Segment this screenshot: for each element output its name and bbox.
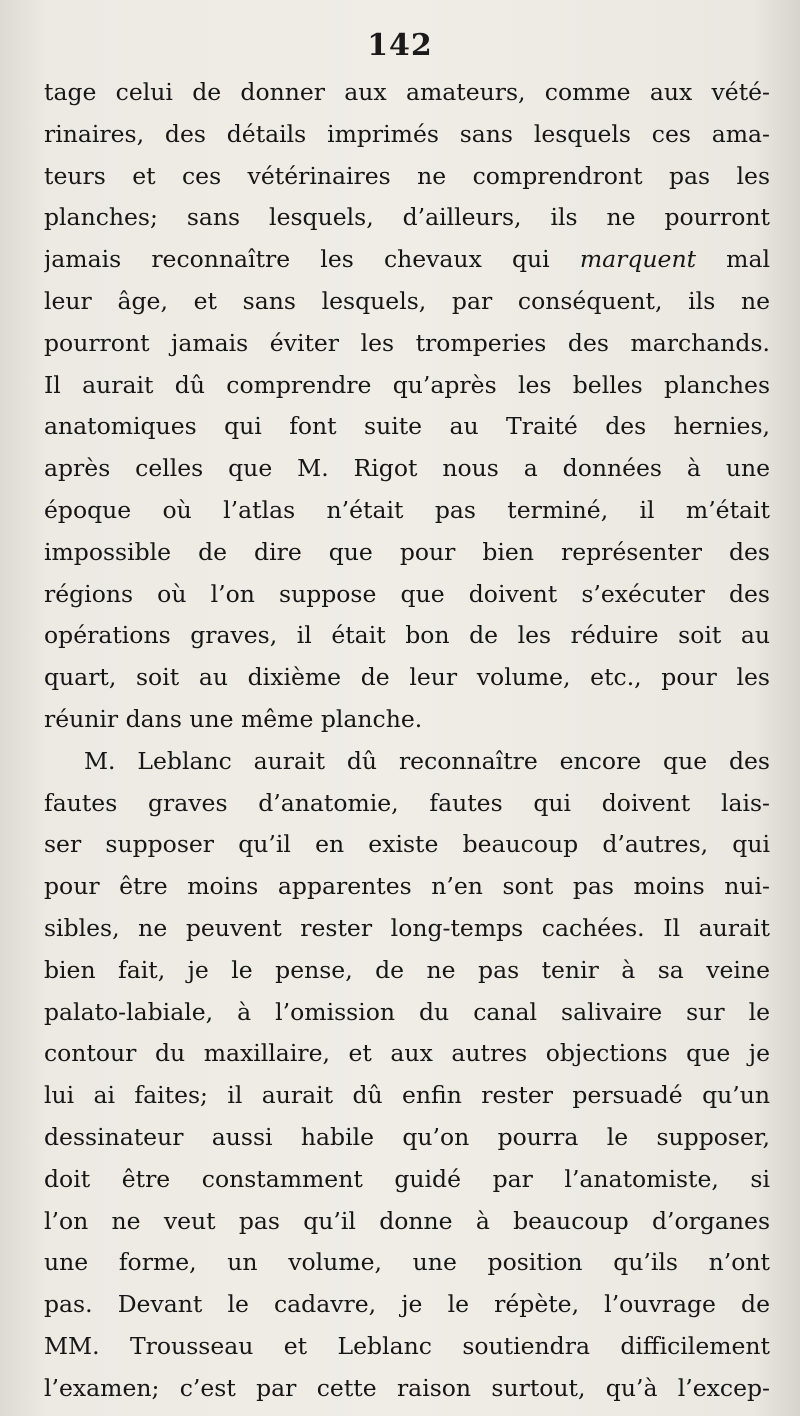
text-line: régions où l’on suppose que doivent s’exécuter des — [44, 579, 770, 608]
text-line: bien fait, je le pense, de ne pas tenir à sa veine — [44, 955, 770, 984]
text-line: pourront jamais éviter les tromperies des marchands. — [44, 328, 770, 357]
text-line: époque où l’atlas n’était pas terminé, il m’était — [44, 495, 770, 524]
text-line: lui ai faites; il aurait dû enfin rester persuadé qu’un — [44, 1081, 770, 1110]
text-line: pas. Devant le cadavre, je le répète, l’ouvrage de — [44, 1290, 770, 1319]
text-line: teurs et ces vétérinaires ne comprendront pas les — [44, 161, 770, 190]
text-segment: jamais reconnaître les chevaux qui — [44, 245, 580, 274]
text-line — [44, 239, 770, 281]
text-line: palato-labiale, à l’omission du canal salivaire sur le — [44, 997, 770, 1026]
text-line: pour être moins apparentes n’en sont pas moins nui- — [44, 872, 770, 901]
text-line: ser supposer qu’il en existe beaucoup d’autres, qui — [44, 830, 770, 859]
text-line: impossible de dire que pour bien représenter des — [44, 537, 770, 566]
text-line: dessinateur aussi habile qu’on pourra le supposer, — [44, 1122, 770, 1151]
text-line: l’examen; c’est par cette raison surtout, qu’à l’excep- — [44, 1373, 770, 1402]
text-line: contour du maxillaire, et aux autres objections que je — [44, 1039, 770, 1068]
text-line: réunir dans une même planche. — [44, 704, 423, 733]
text-line: rinaires, des détails imprimés sans lesquels ces ama- — [44, 119, 770, 148]
text-line: après celles que M. Rigot nous a données à une — [44, 454, 770, 483]
text-line: l’on ne veut pas qu’il donne à beaucoup d’organes — [44, 1206, 770, 1235]
italic-word: marquent — [579, 245, 697, 274]
text-line: sibles, ne peuvent rester long-temps cachées. Il aurait — [44, 913, 770, 942]
text-line: M. Leblanc aurait dû reconnaître encore que des — [84, 746, 770, 775]
text-line: anatomiques qui font suite au Traité des hernies, — [44, 412, 770, 441]
text-line: leur âge, et sans lesquels, par conséquent, ils ne — [44, 286, 770, 315]
text-line: fautes graves d’anatomie, fautes qui doivent lais- — [44, 788, 770, 817]
text-segment: mal — [696, 245, 770, 274]
text-line: planches; sans lesquels, d’ailleurs, ils ne pourront — [44, 203, 770, 232]
text-line: tage celui de donner aux amateurs, comme aux vété- — [44, 78, 770, 106]
text-line: Il aurait dû comprendre qu’après les belles planches — [44, 370, 770, 399]
text-line: MM. Trousseau et Leblanc soutiendra difficilement — [44, 1331, 770, 1360]
page-number: 142 — [367, 28, 433, 63]
text-line: quart, soit au dixième de leur volume, etc., pour les — [44, 663, 770, 692]
text-line: une forme, un volume, une position qu’ils n’ont — [44, 1248, 770, 1277]
text-line: doit être constamment guidé par l’anatomiste, si — [44, 1164, 770, 1193]
text-line: opérations graves, il était bon de les réduire soit au — [44, 621, 770, 650]
body-text — [44, 72, 770, 1410]
